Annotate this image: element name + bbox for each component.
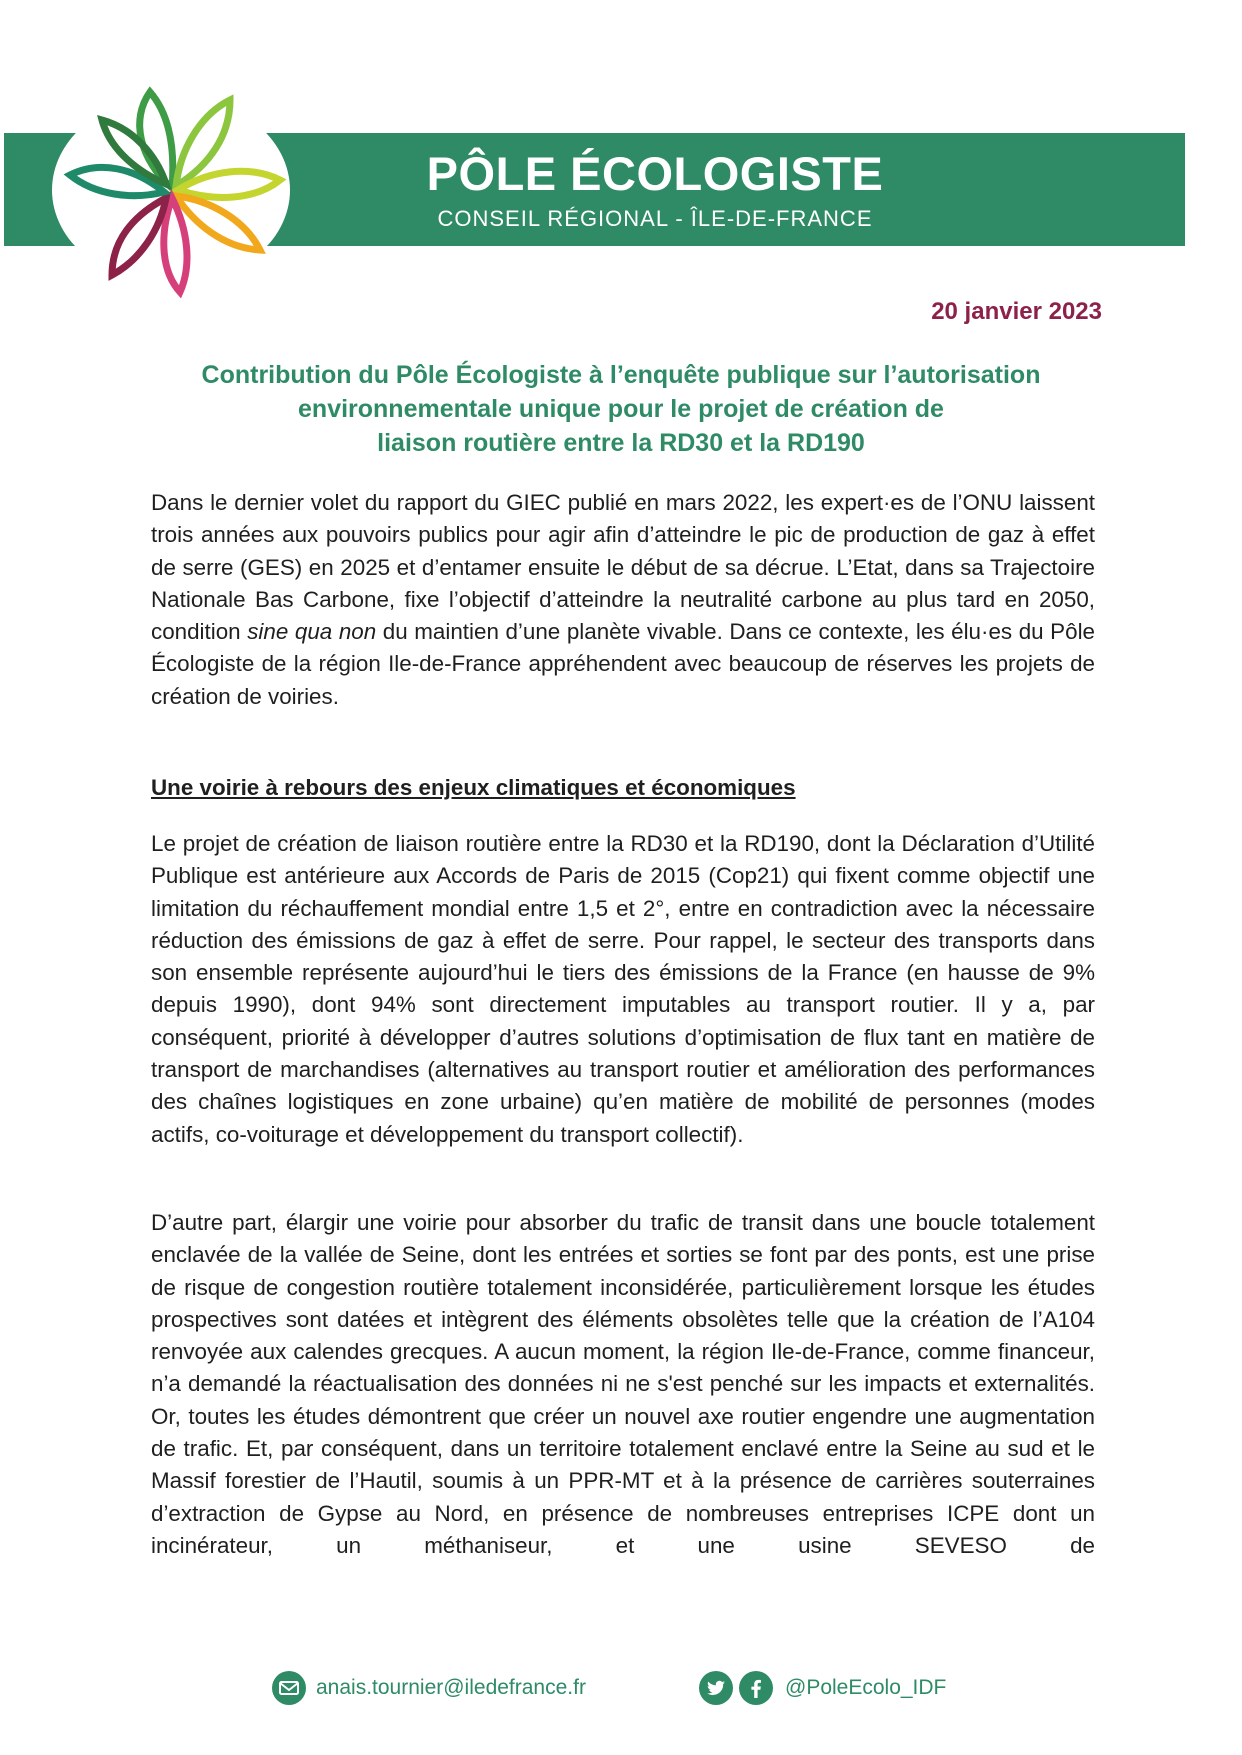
facebook-icon[interactable] [739, 1671, 773, 1705]
section-heading: Une voirie à rebours des enjeux climatiques et économiques [151, 775, 796, 800]
title-line-2: environnementale unique pour le projet de création de [298, 395, 944, 423]
title-line-3: liaison routière entre la RD30 et la RD190 [377, 429, 865, 457]
footer-email[interactable] [272, 1668, 586, 1708]
flower-logo-icon [60, 80, 290, 300]
document-title [150, 358, 1092, 460]
body-paragraph-2: Le projet de création de liaison routière entre la RD30 et la RD190, dont la Déclaration d’Utilité Publique est antérieure aux Accords de Paris de 2015 (Cop21) qui fixent comme objectif une limitation du réchauffement mondial entre 1,5 et 2°, entre en contradiction avec la nécessaire réduction des émissions de gaz à effet de serre. Pour rappel, le secteur des transports dans son ensemble représente aujourd’hui le tiers des émissions de la France (en hausse de 9% depuis 1990), dont 94% sont directement imputables au transport routier. Il y a, par conséquent, priorité à développer d’autres solutions d’optimisation de flux tant en matière de transport de marchandises (alternatives au transport routier et amélioration des performances des chaînes logistiques en zone urbaine) qu’en matière de mobilité de personnes (modes actifs, co-voiturage et développement du transport collectif). [151, 831, 1095, 1147]
intro-paragraph [151, 487, 1095, 713]
intro-text-b: du maintien d’une planète vivable. Dans ce contexte, les élu·es du Pôle Écologiste de la région Ile-de-France appréhendent avec beaucoup de réserves les projets de création de voiries. [151, 619, 1095, 709]
title-line-1: Contribution du Pôle Écologiste à l’enquête publique sur l’autorisation [201, 361, 1041, 389]
body-paragraph-3: D’autre part, élargir une voirie pour absorber du trafic de transit dans une boucle totalement enclavée de la vallée de Seine, dont les entrées et sorties se font par des ponts, est une prise de risque de congestion routière totalement inconsidérée, particulièrement lorsque les études prospectives sont datées et intègrent des éléments obsolètes telle que la création de l’A104 renvoyée aux calendes grecques. A aucun moment, la région Ile-de-France, comme financeur, n’a demandé la réactualisation des données ni ne s'est penché sur les impacts et externalités. Or, toutes les études démontrent que créer un nouvel axe routier engendre une augmentation de trafic. Et, par conséquent, dans un territoire totalement enclavé entre la Seine au sud et le Massif forestier de l’Hautil, soumis à un PPR-MT et à la présence de carrières souterraines d’extraction de Gypse au Nord, en présence de nombreuses entreprises ICPE dont un incinérateur, un méthaniseur, et une usine SEVESO de [151, 1210, 1095, 1558]
social-handle[interactable]: @PoleEcolo_IDF [785, 1676, 947, 1699]
brand-title: PÔLE ÉCOLOGISTE [426, 147, 884, 200]
footer-social [699, 1668, 946, 1708]
document-date: 20 janvier 2023 [931, 298, 1102, 325]
mail-icon [272, 1671, 306, 1705]
email-address[interactable]: anais.tournier@iledefrance.fr [316, 1676, 586, 1699]
intro-italic-phrase: sine qua non [247, 619, 377, 645]
intro-text-a: Dans le dernier volet du rapport du GIEC publié en mars 2022, les expert·es de l’ONU laissent trois années aux pouvoirs publics pour agir afin d’atteindre le pic de production de gaz à effet de serre (GES) en 2025 et d’entamer ensuite le début de sa décrue. L’Etat, dans sa Trajectoire Nationale Bas Carbone, fixe l’objectif d’atteindre la neutralité carbone au plus tard en 2050, condition [151, 490, 1095, 645]
twitter-icon[interactable] [699, 1671, 733, 1705]
brand-subtitle: CONSEIL RÉGIONAL - ÎLE-DE-FRANCE [437, 206, 873, 231]
